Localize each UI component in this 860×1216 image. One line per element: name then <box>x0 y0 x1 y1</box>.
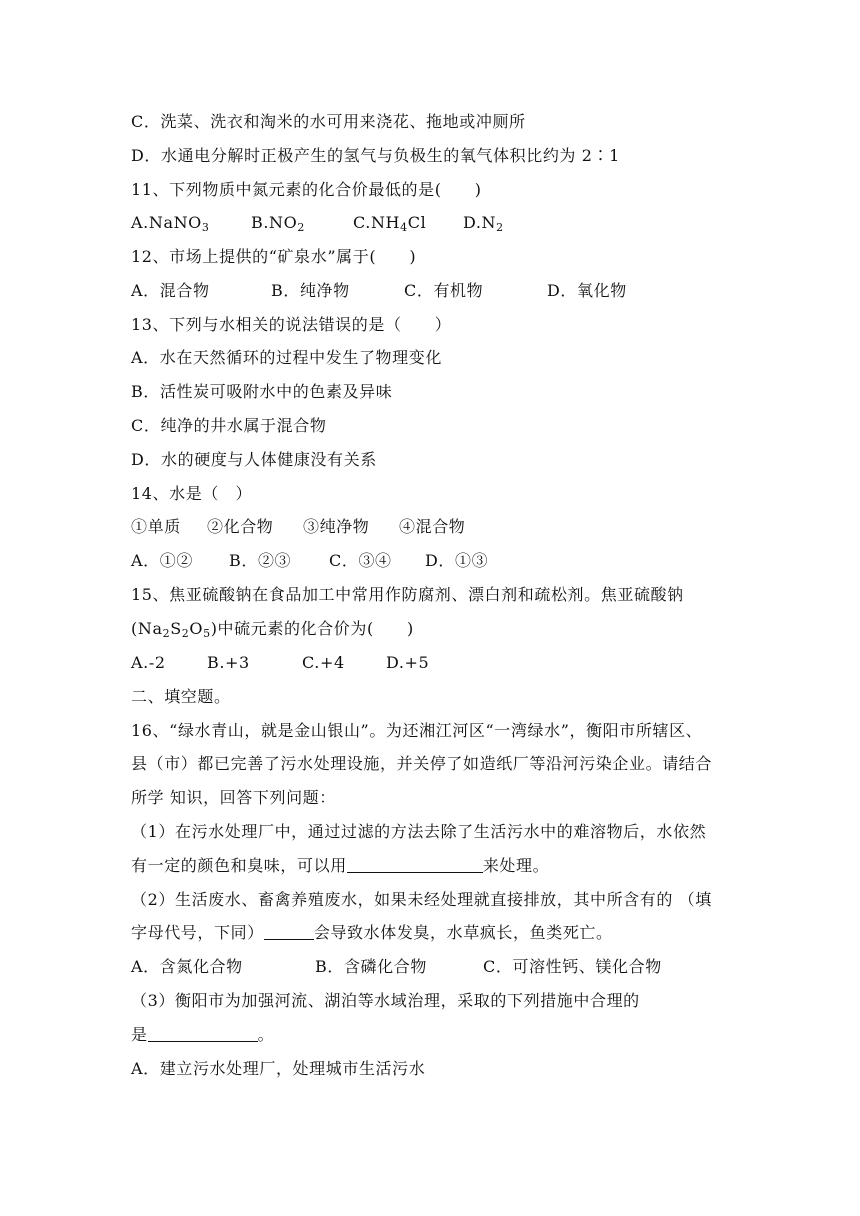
q12-options <box>131 281 627 301</box>
q12-option-a: A．混合物 <box>131 281 210 300</box>
q14-item-2: ②化合物 <box>207 517 274 536</box>
q11-option-b: $B.NO_2$ <box>251 213 305 234</box>
q10-option-c: C．洗菜、洗衣和淘米的水可用来浇花、拖地或冲厕所 <box>131 112 526 131</box>
q16-part2-option-c: C．可溶性钙、镁化合物 <box>483 957 662 976</box>
q12-stem: 12、市场上提供的“矿泉水”属于( ) <box>131 247 417 266</box>
answer-blank-2[interactable] <box>264 923 314 940</box>
q14-items <box>131 517 465 537</box>
q10-option-d: D．水通电分解时正极产生的氢气与负极生的氧气体积比约为 2∶1 <box>131 146 620 165</box>
q16-part3-line2: 是 。 <box>131 1025 275 1044</box>
q11-options <box>131 213 504 233</box>
q14-item-4: ④混合物 <box>399 517 466 536</box>
q16-part3-option-a: A．建立污水处理厂，处理城市生活污水 <box>131 1059 426 1078</box>
q15-stem-line2: $(Na_2S_2O_5)$中硫元素的化合价为( ) <box>131 619 414 640</box>
answer-blank-3[interactable] <box>148 1025 258 1042</box>
q14-stem: 14、水是（ ） <box>131 484 253 503</box>
q15-option-d: D.+5 <box>386 653 430 672</box>
q13-option-c: C．纯净的井水属于混合物 <box>131 416 327 435</box>
q13-option-b: B．活性炭可吸附水中的色素及异味 <box>131 382 393 401</box>
q15-stem-line1: 15、焦亚硫酸钠在食品加工中常用作防腐剂、漂白剂和疏松剂。焦亚硫酸钠 <box>131 585 684 604</box>
q14-option-d: D．①③ <box>425 551 489 570</box>
q13-option-a: A．水在天然循环的过程中发生了物理变化 <box>131 348 442 367</box>
q11-option-d: $D.N_2$ <box>463 213 504 234</box>
q13-option-d: D．水的硬度与人体健康没有关系 <box>131 450 377 469</box>
q16-part1-line1: （1）在污水处理厂中，通过过滤的方法去除了生活污水中的难溶物后，水依然 <box>131 822 707 841</box>
q11-option-a: A.NaNO$_3$ <box>131 213 210 234</box>
q12-option-b: B．纯净物 <box>271 281 350 300</box>
q16-intro-line2: 县（市）都已完善了污水处理设施，并关停了如造纸厂等沿河污染企业。请结合 <box>131 754 713 773</box>
q16-part2-line2: 字母代号，下同） 会导致水体发臭，水草疯长，鱼类死亡。 <box>131 923 613 942</box>
q16-intro-line3: 所学 知识，回答下列问题： <box>131 788 336 807</box>
q16-part1-line2: 有一定的颜色和臭味，可以用 来处理。 <box>131 856 550 875</box>
q15-options <box>131 653 429 673</box>
q16-part2-options <box>131 957 662 977</box>
q14-option-a: A．①② <box>131 551 193 570</box>
q14-item-1: ①单质 <box>131 517 181 536</box>
q11-option-c: $C.NH_4Cl$ <box>353 213 427 234</box>
q14-option-b: B．②③ <box>229 551 292 570</box>
q15-option-c: C.+4 <box>302 653 345 672</box>
q14-options <box>131 551 488 571</box>
q16-part2-line1: （2）生活废水、畜禽养殖废水，如果未经处理就直接排放，其中所含有的 （填 <box>131 890 712 909</box>
answer-blank-1[interactable] <box>347 856 483 873</box>
q16-part2-option-a: A．含氮化合物 <box>131 957 243 976</box>
q15-option-a: A.-2 <box>131 653 166 672</box>
q14-item-3: ③纯净物 <box>303 517 370 536</box>
q16-intro-line1: 16、“绿水青山，就是金山银山”。为还湘江河区“一湾绿水”，衡阳市所辖区、 <box>131 721 703 740</box>
q13-stem: 13、下列与水相关的说法错误的是（ ） <box>131 315 452 334</box>
q12-option-c: C．有机物 <box>404 281 484 300</box>
q12-option-d: D．氧化物 <box>547 281 627 300</box>
q15-option-b: B.+3 <box>207 653 250 672</box>
q14-option-c: C．③④ <box>329 551 392 570</box>
q16-part2-option-b: B．含磷化合物 <box>315 957 427 976</box>
section-title: 二、填空题。 <box>131 687 231 706</box>
q16-part3-line1: （3）衡阳市为加强河流、湖泊等水域治理，采取的下列措施中合理的 <box>131 991 640 1010</box>
q11-stem: 11、下列物质中氮元素的化合价最低的是( ) <box>131 180 482 199</box>
